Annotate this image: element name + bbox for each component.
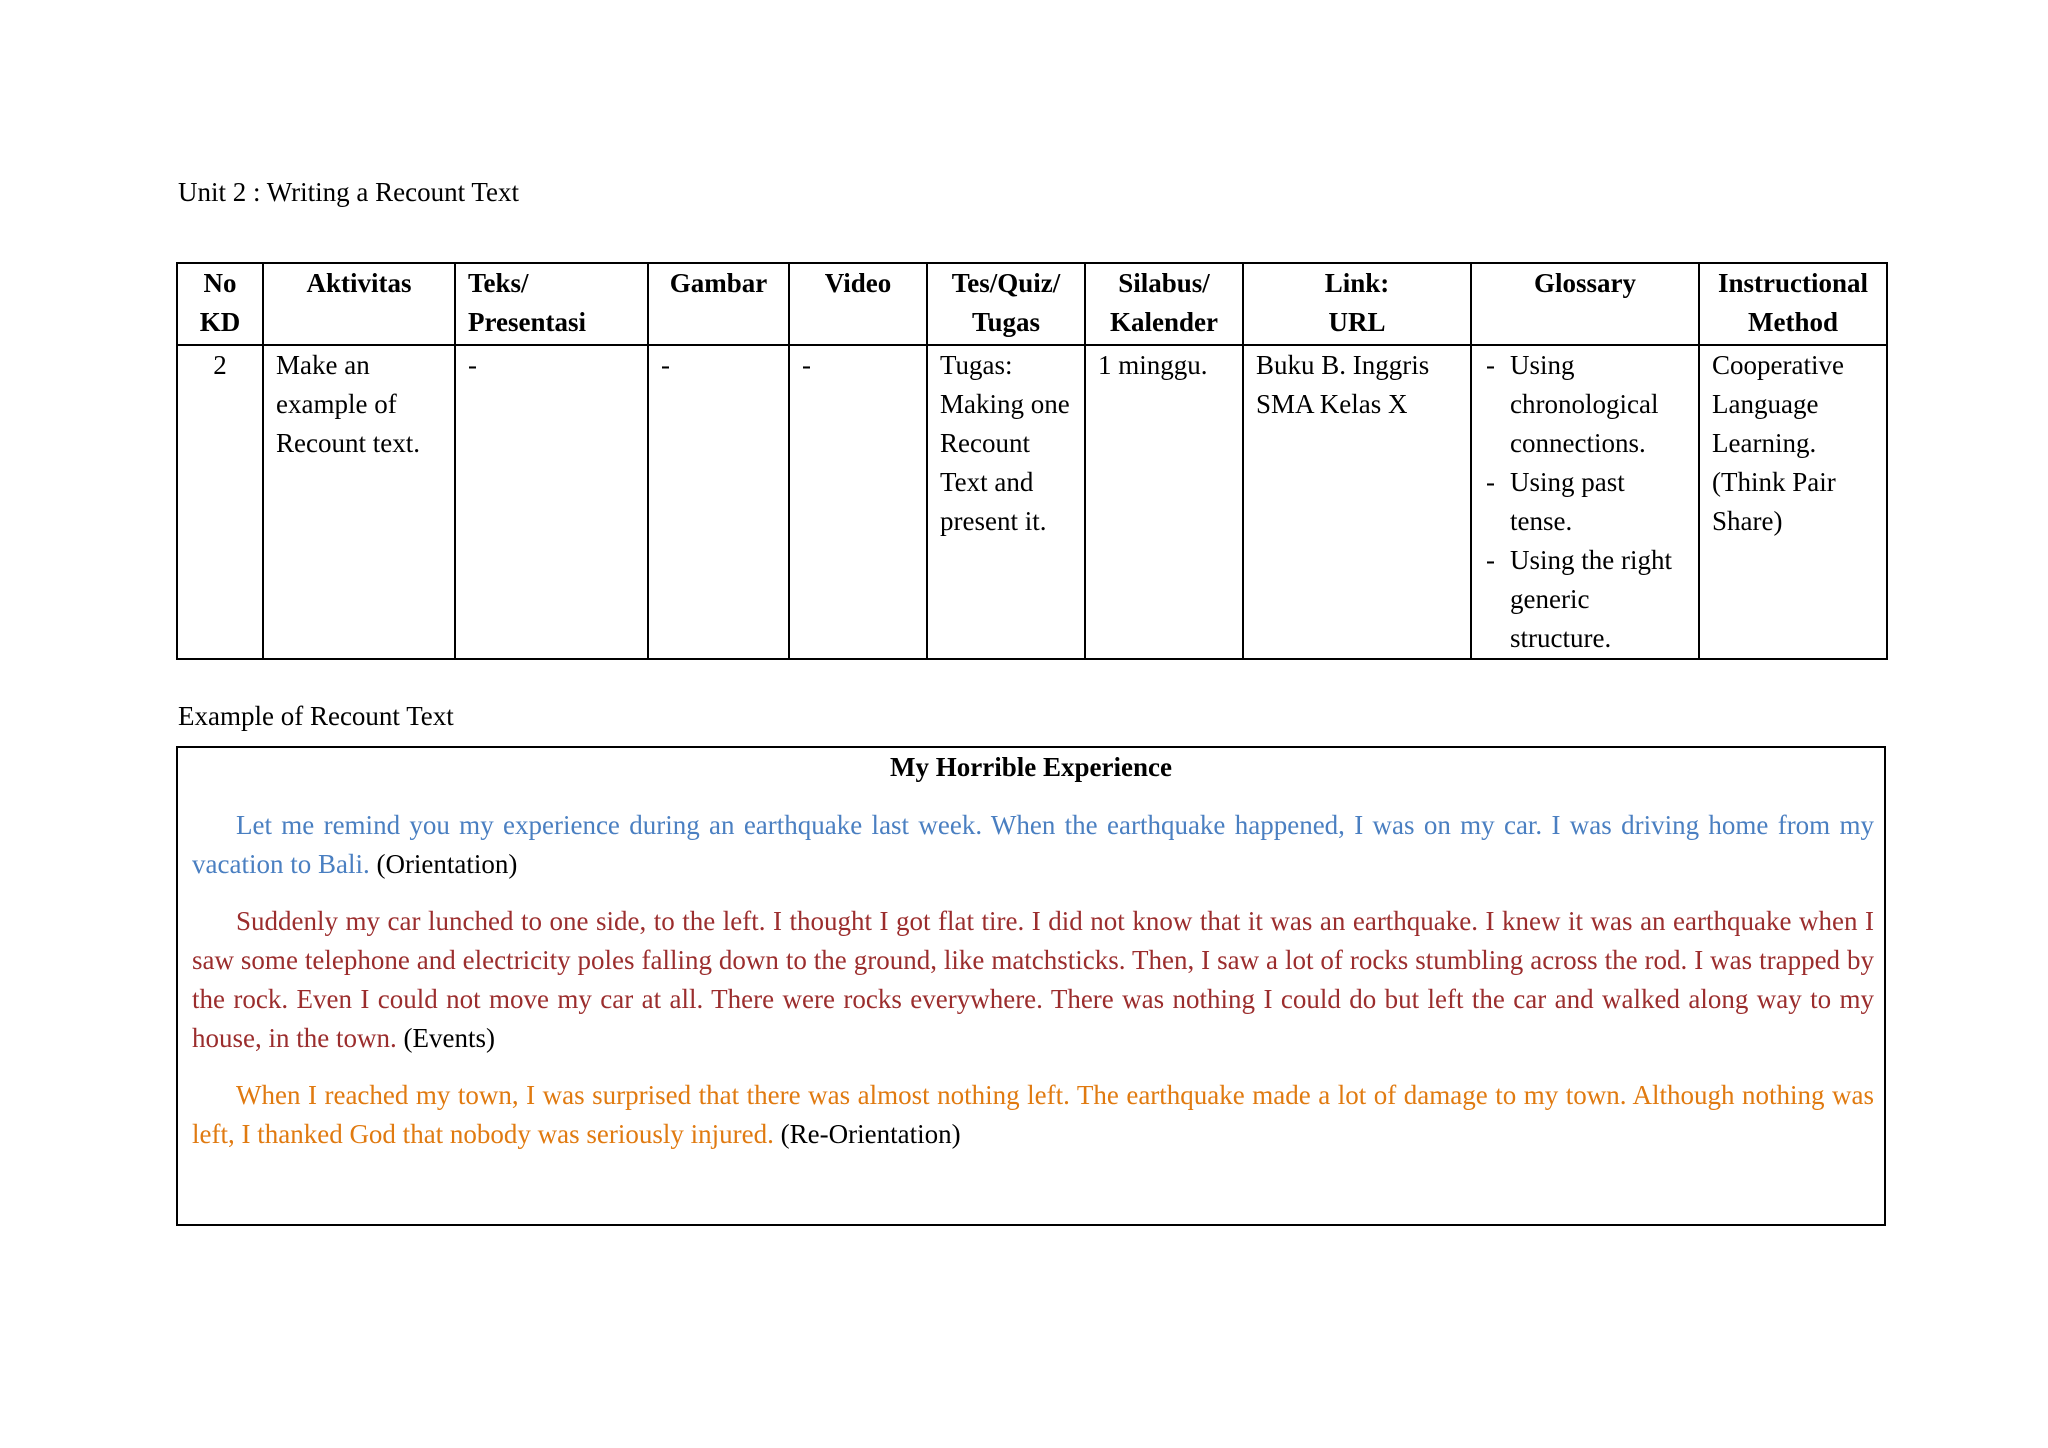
cell-method: Cooperative Language Learning. (Think Pair Share)	[1699, 345, 1887, 659]
header-silabus: Silabus/ Kalender	[1085, 263, 1243, 345]
cell-video: -	[789, 345, 927, 659]
cell-silabus: 1 minggu.	[1085, 345, 1243, 659]
header-glossary: Glossary	[1471, 263, 1699, 345]
glossary-item: - Using past tense.	[1484, 463, 1686, 541]
paragraph-label: (Events)	[403, 1023, 495, 1053]
lesson-plan-table	[176, 262, 1888, 660]
paragraph-events	[192, 902, 1874, 1058]
header-method: Instructional Method	[1699, 263, 1887, 345]
glossary-list	[1484, 346, 1686, 658]
cell-gambar: -	[648, 345, 789, 659]
glossary-item: - Using chronological connections.	[1484, 346, 1686, 463]
header-no-kd: No KD	[177, 263, 263, 345]
table-row	[177, 345, 1887, 659]
glossary-item: - Using the right generic structure.	[1484, 541, 1686, 658]
paragraph-label: (Orientation)	[376, 849, 518, 879]
header-gambar: Gambar	[648, 263, 789, 345]
header-tes: Tes/Quiz/ Tugas	[927, 263, 1085, 345]
header-link: Link: URL	[1243, 263, 1471, 345]
cell-no-kd: 2	[177, 345, 263, 659]
example-title: My Horrible Experience	[890, 752, 1172, 782]
paragraph-label: (Re-Orientation)	[780, 1119, 961, 1149]
cell-aktivitas: Make an example of Recount text.	[263, 345, 455, 659]
paragraph-text: Suddenly my car lunched to one side, to the left. I thought I got flat tire. I did not know that it was an earthquake. I knew it was an earthquake when I saw some telephone and electricity poles falling down to the ground, like matchsticks. Then, I saw a lot of rocks stumbling across the rod. I was trapped by the rock. Even I could not move my car at all. There were rocks everywhere. There was nothing I could do but left the car and walked along way to my house, in the town.	[192, 906, 1874, 1053]
paragraph-reorientation	[192, 1076, 1874, 1154]
header-teks: Teks/ Presentasi	[455, 263, 648, 345]
paragraph-orientation	[192, 806, 1874, 884]
paragraph-text: Let me remind you my experience during an earthquake last week. When the earthquake happened, I was on my car. I was driving home from my vacation to Bali.	[192, 810, 1874, 879]
header-aktivitas: Aktivitas	[263, 263, 455, 345]
cell-tes: Tugas: Making one Recount Text and present it.	[927, 345, 1085, 659]
cell-teks: -	[455, 345, 648, 659]
table-header-row	[177, 263, 1887, 345]
cell-glossary	[1471, 345, 1699, 659]
page-heading: Unit 2 : Writing a Recount Text	[178, 177, 519, 207]
header-video: Video	[789, 263, 927, 345]
paragraph-text: When I reached my town, I was surprised that there was almost nothing left. The earthquake made a lot of damage to my town. Although nothing was left, I thanked God that nobody was seriously injured.	[192, 1080, 1874, 1149]
example-heading: Example of Recount Text	[178, 701, 454, 731]
example-text-box	[176, 746, 1886, 1226]
cell-link: Buku B. Inggris SMA Kelas X	[1243, 345, 1471, 659]
